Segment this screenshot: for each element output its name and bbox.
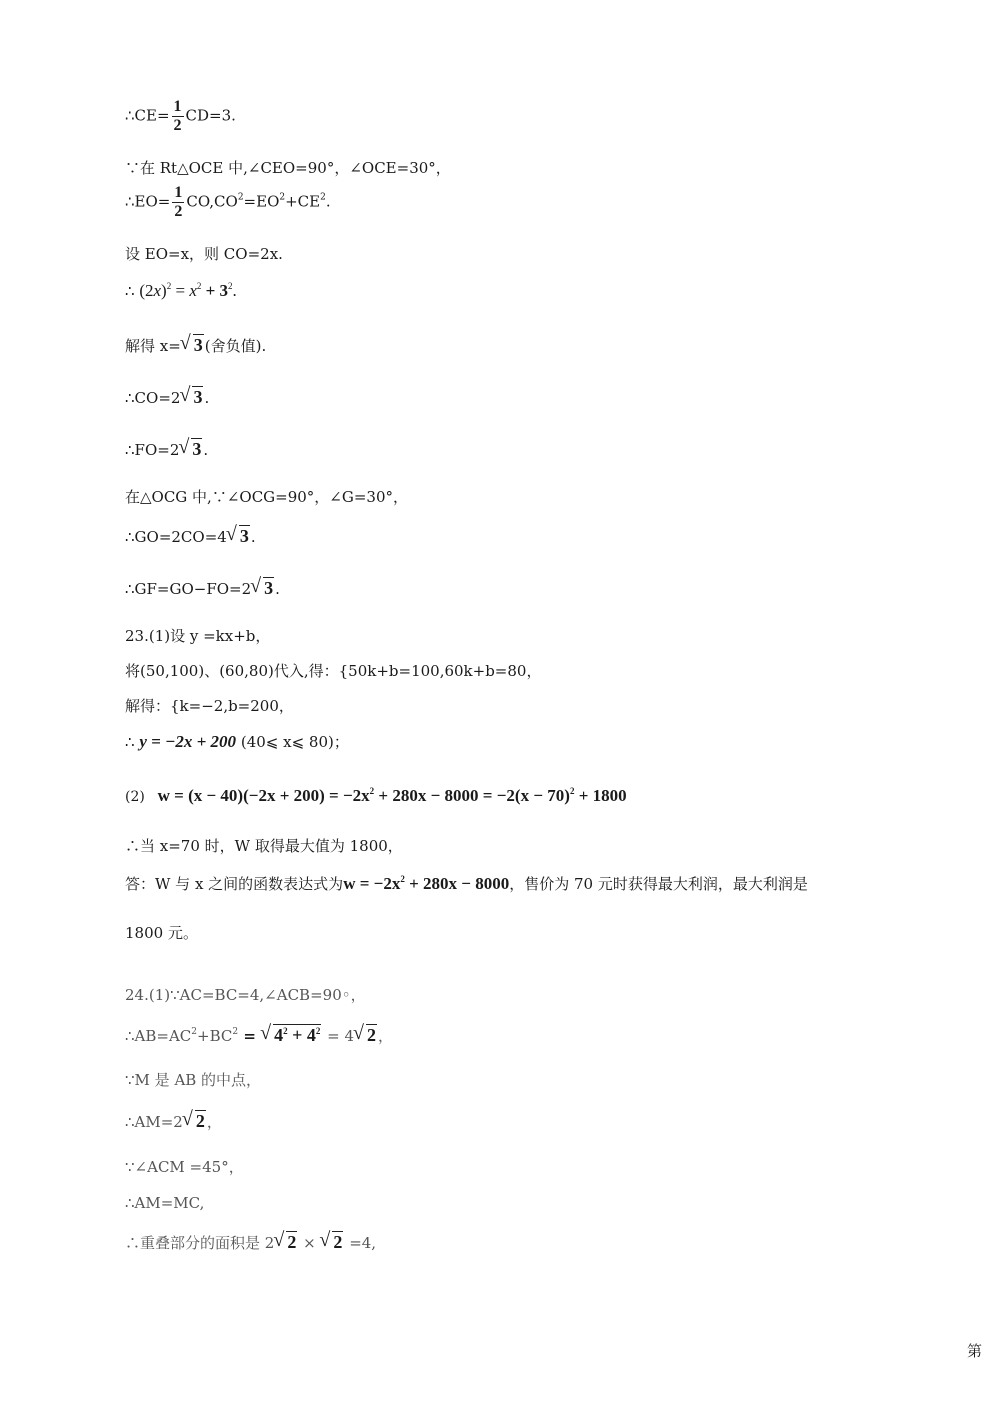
page-footer: 第 bbox=[967, 1342, 983, 1360]
line-equation bbox=[125, 281, 237, 301]
line-eo bbox=[125, 184, 331, 221]
sqrt-symbol bbox=[275, 1232, 297, 1252]
radicand-part: + 4 bbox=[287, 1025, 316, 1045]
text: = bbox=[238, 1027, 262, 1045]
math-part: (2 bbox=[139, 281, 154, 300]
fraction-half bbox=[172, 98, 184, 135]
superscript: 2 bbox=[196, 281, 202, 291]
text: (舍负值). bbox=[204, 337, 267, 355]
math-var: x bbox=[189, 281, 197, 300]
radicand: 2 bbox=[287, 1232, 297, 1252]
sqrt-symbol bbox=[252, 578, 274, 598]
radicand: 3 bbox=[192, 439, 202, 459]
superscript: 2 bbox=[232, 1027, 239, 1037]
line-q24-ab bbox=[125, 1025, 393, 1046]
text: CD=3. bbox=[185, 106, 236, 125]
sqrt-symbol bbox=[182, 335, 204, 355]
text: ∴重叠部分的面积是 2 bbox=[125, 1234, 275, 1252]
text: (2) bbox=[125, 789, 145, 805]
line-q24-area bbox=[125, 1232, 376, 1253]
text: ∴AB=AC bbox=[125, 1027, 192, 1045]
line-q24-am bbox=[125, 1111, 222, 1132]
text: . bbox=[250, 528, 256, 546]
line-fo bbox=[125, 439, 208, 460]
radicand: 3 bbox=[264, 578, 274, 598]
text: ， bbox=[206, 1113, 222, 1131]
sqrt-symbol bbox=[228, 526, 250, 546]
line-q24-1: 24.(1)∵AC=BC=4,∠ACB=90◦， bbox=[125, 986, 366, 1004]
text: ∴CE= bbox=[125, 106, 170, 125]
text: (40⩽ x⩽ 80)； bbox=[240, 733, 349, 751]
line-q24-acm: ∵∠ACM =45°， bbox=[125, 1158, 244, 1176]
radicand: 2 bbox=[333, 1232, 343, 1252]
math-part: + 280x − 8000 = −2(x − 70) bbox=[374, 786, 570, 805]
math-expression bbox=[139, 281, 236, 300]
math-part: . bbox=[232, 281, 237, 300]
math-expression: y = −2x + 200 bbox=[139, 732, 237, 751]
text: × bbox=[298, 1234, 321, 1252]
line-let-eo: 设 EO=x，则 CO=2x. bbox=[125, 245, 283, 263]
superscript: 2 bbox=[400, 874, 405, 884]
text: . bbox=[203, 441, 209, 459]
line-q23-solve: 解得：{k=−2,b=200， bbox=[125, 697, 294, 715]
text: ∴ bbox=[125, 733, 135, 751]
text: +BC bbox=[197, 1027, 233, 1045]
math-part: + 280x − 8000 bbox=[404, 874, 510, 893]
math-part: w = (x − 40)(−2x + 200) = −2x bbox=[157, 786, 370, 805]
text: 答：W 与 x 之间的函数表达式为 bbox=[125, 875, 344, 893]
sqrt-symbol bbox=[262, 1025, 321, 1045]
text: ∴GO=2CO=4 bbox=[125, 528, 227, 546]
line-q23-answer-cont: 1800 元。 bbox=[125, 924, 198, 942]
superscript: 2 bbox=[283, 1026, 288, 1036]
line-q23-substitute: 将(50,100)、(60,80)代入,得：{50k+b=100,60k+b=80， bbox=[125, 662, 542, 680]
superscript: 2 bbox=[569, 786, 575, 796]
fraction-denominator: 2 bbox=[173, 117, 182, 134]
line-q24-midpoint: ∵M 是 AB 的中点， bbox=[125, 1071, 262, 1089]
text: . bbox=[275, 580, 280, 598]
text: ∴GF=GO−FO=2 bbox=[125, 580, 252, 598]
radicand: 3 bbox=[193, 335, 203, 355]
fraction-numerator: 1 bbox=[173, 98, 182, 115]
math-part: + 1800 bbox=[574, 786, 627, 805]
superscript: 2 bbox=[191, 1027, 198, 1037]
text: ∴AM=2 bbox=[125, 1113, 183, 1131]
superscript: 2 bbox=[228, 281, 233, 291]
text: =EO bbox=[243, 192, 280, 211]
superscript: 2 bbox=[237, 192, 244, 203]
radicand: 3 bbox=[239, 526, 249, 546]
line-gf bbox=[125, 578, 280, 599]
line-q23-2 bbox=[125, 786, 627, 807]
fraction-denominator: 2 bbox=[174, 203, 183, 220]
sqrt-symbol bbox=[181, 387, 203, 407]
radicand: 2 bbox=[367, 1025, 377, 1045]
sqrt-symbol bbox=[180, 439, 202, 459]
radicand: 2 bbox=[195, 1111, 205, 1131]
text: =4, bbox=[344, 1234, 377, 1252]
math-expression bbox=[158, 786, 627, 805]
sqrt-symbol bbox=[184, 1111, 206, 1131]
superscript: 2 bbox=[279, 192, 286, 203]
text: 解得 x= bbox=[125, 337, 181, 355]
math-part: ) bbox=[161, 281, 167, 300]
line-rt-triangle: ∵在 Rt△OCE 中,∠CEO=90°，∠OCE=30°， bbox=[125, 159, 451, 177]
line-co bbox=[125, 387, 209, 408]
text: CO,CO bbox=[186, 192, 238, 211]
math-expression bbox=[343, 874, 509, 893]
line-ce bbox=[125, 98, 236, 135]
superscript: 2 bbox=[315, 1026, 321, 1036]
text: . bbox=[325, 192, 331, 211]
superscript: 2 bbox=[320, 192, 326, 203]
line-solve-x bbox=[125, 335, 266, 356]
radicand-part: 4 bbox=[274, 1025, 284, 1045]
math-part: + 3 bbox=[201, 281, 229, 300]
text: = 4 bbox=[322, 1027, 355, 1045]
line-ocg: 在△OCG 中,∵∠OCG=90°，∠G=30°， bbox=[125, 488, 409, 506]
sqrt-symbol bbox=[321, 1232, 343, 1252]
text: . bbox=[204, 389, 210, 407]
radicand: 3 bbox=[193, 387, 203, 407]
sqrt-symbol bbox=[355, 1025, 377, 1045]
text: ∴FO=2 bbox=[125, 441, 180, 459]
fraction-numerator: 1 bbox=[174, 184, 183, 201]
text: ，售价为 70 元时获得最大利润，最大利润是 bbox=[509, 875, 808, 893]
radicand bbox=[273, 1024, 321, 1045]
math-var: x bbox=[153, 281, 162, 300]
text: ∴CO=2 bbox=[125, 389, 181, 407]
text: ∴EO= bbox=[125, 192, 171, 211]
text: +CE bbox=[285, 192, 321, 211]
math-part: = bbox=[171, 281, 190, 300]
superscript: 2 bbox=[369, 786, 375, 796]
math-part: w = −2x bbox=[343, 874, 401, 893]
fraction-half bbox=[172, 184, 184, 221]
line-q24-am-mc: ∴AM=MC, bbox=[125, 1194, 205, 1212]
text: ， bbox=[378, 1027, 394, 1045]
text: ∴ bbox=[125, 282, 135, 300]
line-q23-function bbox=[125, 732, 349, 752]
line-q23-answer bbox=[125, 874, 808, 894]
line-q23-max: ∴当 x=70 时，W 取得最大值为 1800， bbox=[125, 837, 403, 855]
superscript: 2 bbox=[166, 281, 172, 291]
line-q23-1: 23.(1)设 y =kx+b， bbox=[125, 627, 271, 645]
line-go bbox=[125, 526, 256, 547]
